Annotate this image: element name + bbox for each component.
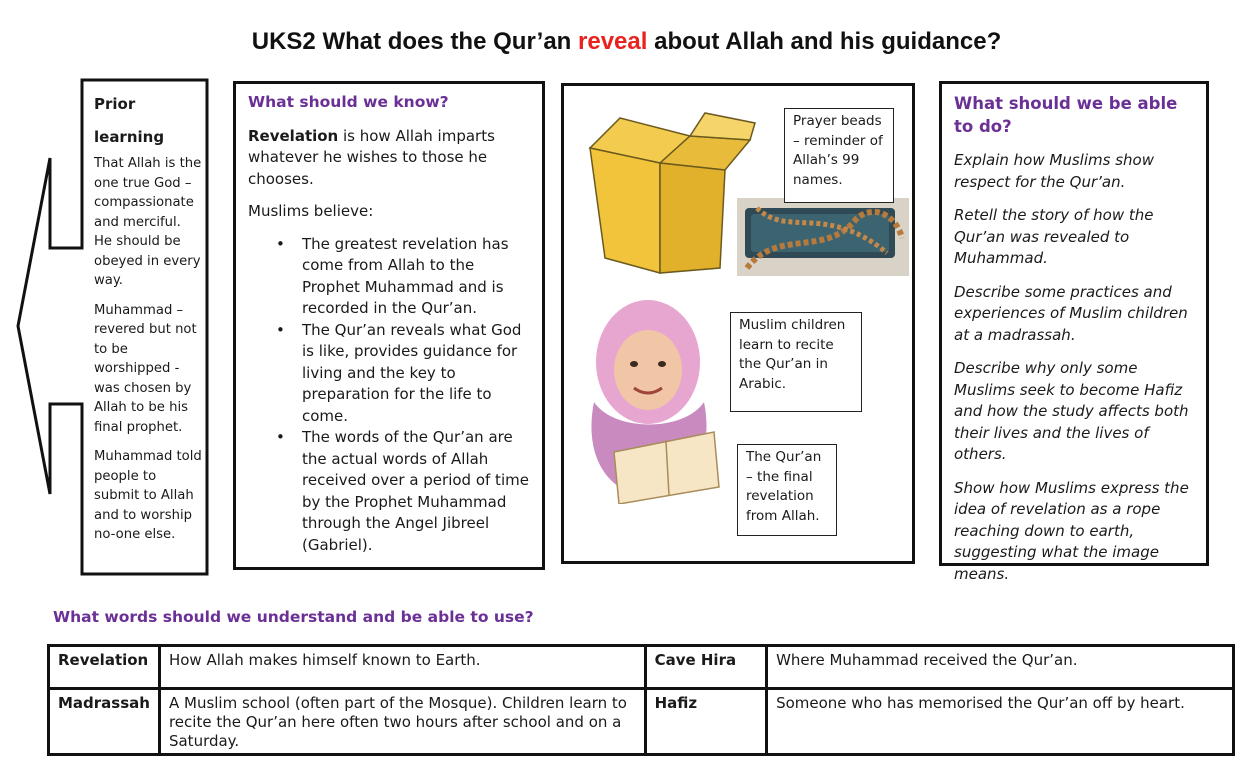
prior-heading-line2: learning [94, 128, 165, 146]
prior-paragraph: Muhammad told people to submit to Allah and to worship no-one else. [94, 449, 202, 542]
prior-paragraph: Muhammad – revered but not to be worshipped - was chosen by Allah to be his final prophet. [94, 302, 197, 435]
prayer-beads-icon [737, 198, 909, 276]
page-title [0, 28, 1253, 56]
prior-heading-line1: Prior [94, 95, 136, 113]
revelation-definition [248, 126, 530, 191]
list-item: • The Qur’an reveals what God is like, provides guidance for living and the key to preparation for the life to come. [302, 320, 530, 428]
vocab-definition: How Allah makes himself known to Earth. [159, 646, 645, 689]
prior-paragraph: That Allah is the one true God – compassionate and merciful. He should be obeyed in every way. [94, 156, 202, 288]
belief-list [248, 234, 530, 557]
table-row [49, 689, 1234, 755]
able-item: Show how Muslims express the idea of revelation as a rope reaching down to earth, suggesting what the image means. [954, 478, 1189, 583]
able-panel [939, 81, 1209, 583]
vocab-term: Cave Hira [645, 646, 766, 689]
title-part1: UKS2 What does the Qur’an [251, 28, 579, 55]
vocab-definition: Someone who has memorised the Qur’an off by heart. [767, 689, 1234, 755]
able-item: Explain how Muslims show respect for the Qur’an. [954, 151, 1154, 191]
know-heading: What should we know? [248, 93, 449, 111]
vocab-term: Revelation [49, 646, 160, 689]
prior-learning-heading [94, 88, 202, 154]
images-panel [561, 83, 915, 564]
prior-learning-panel [94, 88, 202, 555]
title-part2: about Allah and his guidance? [647, 28, 1002, 55]
list-item: • The words of the Qur’an are the actual words of Allah received over a period of time by the Prophet Muhammad through the Angel Jibreel (Gabriel). [302, 427, 530, 556]
vocab-term: Hafiz [645, 689, 766, 755]
know-panel [233, 81, 545, 570]
vocab-definition: Where Muhammad received the Qur’an. [767, 646, 1234, 689]
vocab-term: Madrassah [49, 689, 160, 755]
revelation-term: Revelation [248, 126, 339, 145]
able-item: Retell the story of how the Qur’an was revealed to Muhammad. [954, 206, 1154, 267]
able-heading: What should we be able to do? [954, 94, 1178, 136]
girl-reading-quran-icon [574, 292, 722, 504]
vocab-table [47, 644, 1235, 756]
vocab-definition: A Muslim school (often part of the Mosque). Children learn to recite the Qur’an here often two hours after school and on a Saturday. [159, 689, 645, 755]
vocab-heading: What words should we understand and be able to use? [53, 608, 534, 626]
able-item: Describe some practices and experiences of Muslim children at a madrassah. [954, 282, 1188, 344]
caption-quran: The Qur’an – the final revelation from Allah. [737, 444, 837, 536]
list-item: • The greatest revelation has come from Allah to the Prophet Muhammad and is recorded in the Qur’an. [302, 234, 530, 320]
table-row [49, 646, 1234, 689]
caption-prayer-beads: Prayer beads – reminder of Allah’s 99 names. [784, 108, 894, 203]
revelation-rest: is how Allah imparts whatever he wishes to those he chooses. [248, 126, 495, 188]
muslims-believe: Muslims believe: [248, 202, 374, 220]
able-item: Describe why only some Muslims seek to become Hafiz and how the study affects both their lives and the lives of others. [954, 359, 1189, 463]
title-highlight: reveal [578, 28, 648, 55]
caption-madrassah: Muslim children learn to recite the Qur’an in Arabic. [730, 312, 862, 412]
open-box-icon [580, 108, 760, 278]
